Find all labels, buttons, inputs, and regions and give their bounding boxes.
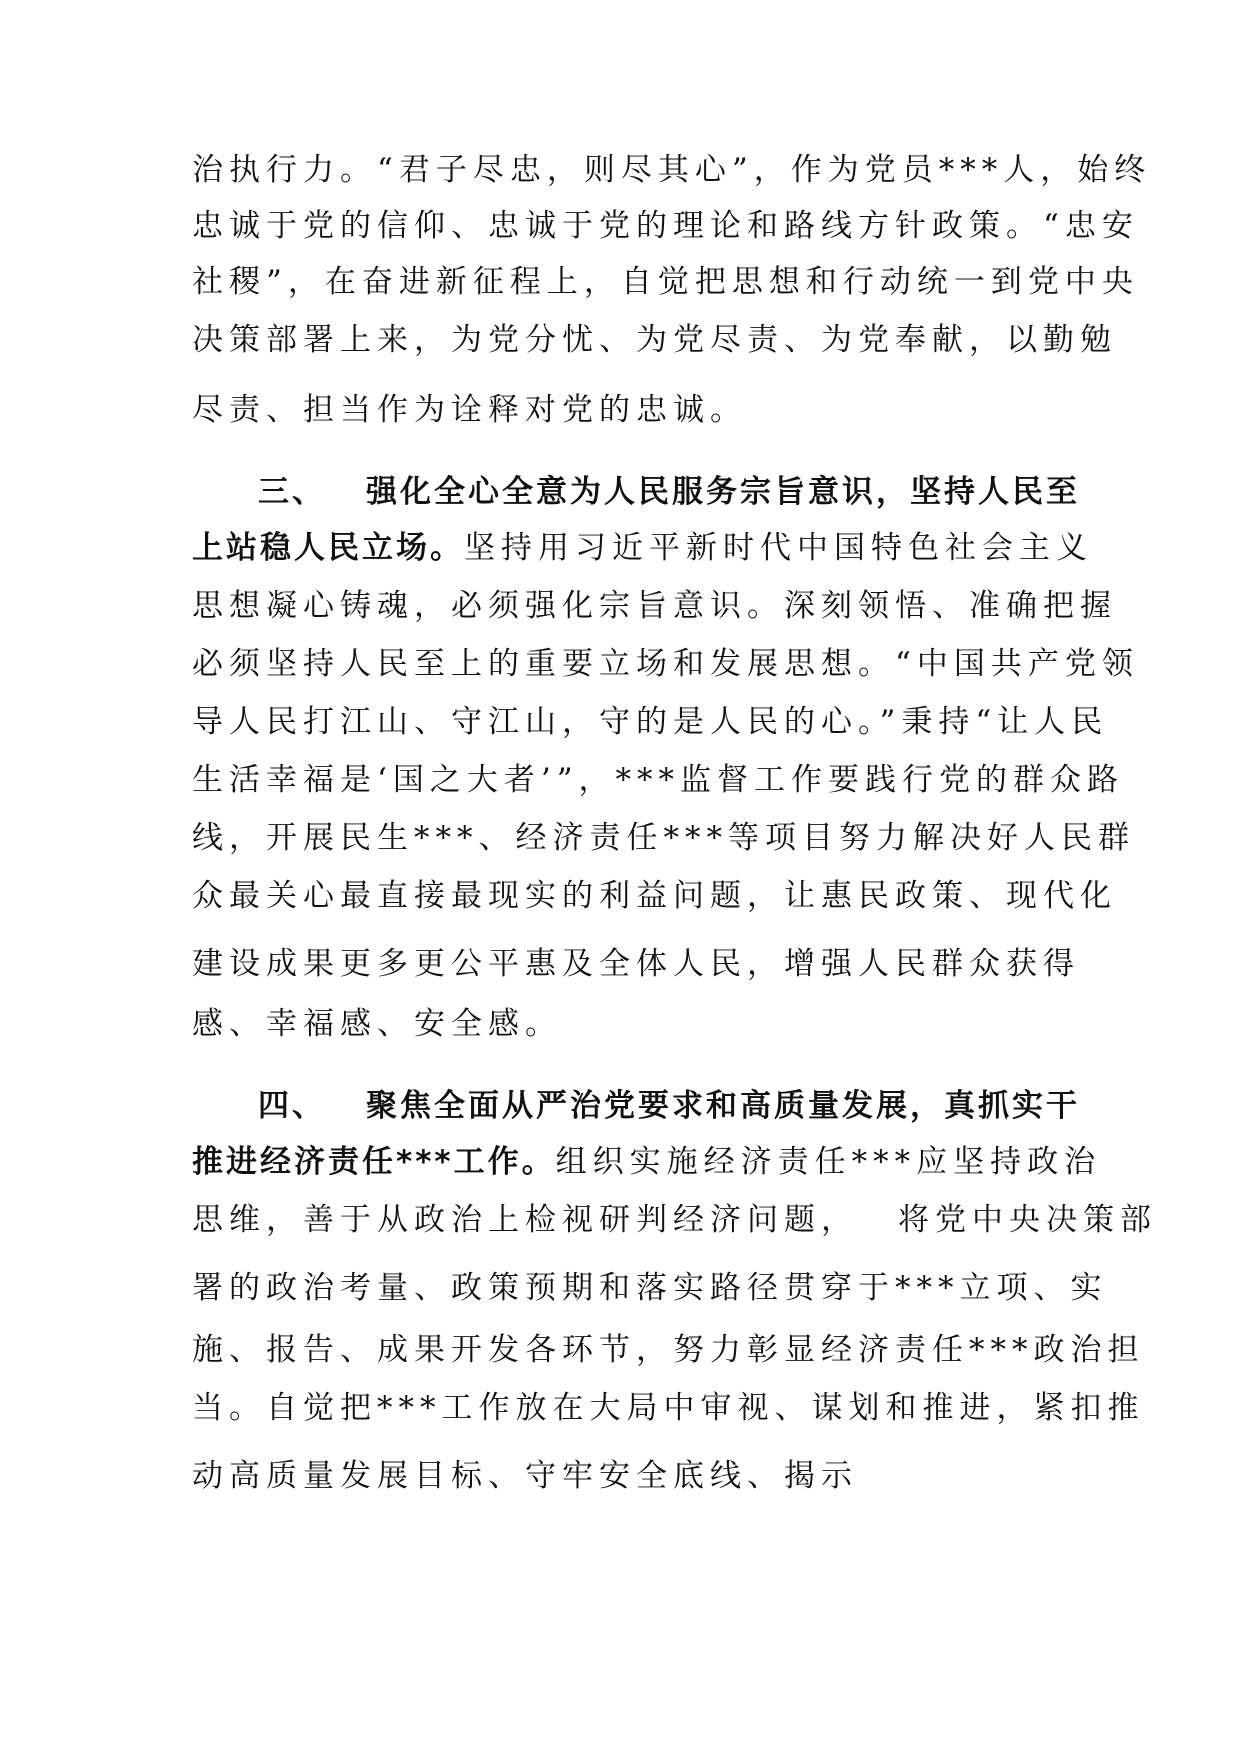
paragraph-line: 当。自觉把***工作放在大局中审视、谋划和推进，紧扣推 (192, 1390, 1145, 1426)
section-4-heading (258, 1086, 1080, 1126)
paragraph-line: 决策部署上来，为党分忧、为党尽责、为党奉献，以勤勉 (192, 322, 1117, 358)
paragraph-line: 众最关心最直接最现实的利益问题，让惠民政策、现代化 (192, 878, 1117, 914)
paragraph-line: 生活幸福是‘国之大者’”，***监督工作要践行党的群众路 (192, 762, 1125, 798)
paragraph-line: 施、报告、成果开发各环节，努力彰显经济责任***政治担 (192, 1332, 1145, 1368)
section-4-line (192, 1142, 1101, 1182)
paragraph-line: 署的政治考量、政策预期和落实路径贯穿于***立项、实 (192, 1270, 1108, 1306)
section-4-heading-line2: 推进经济责任***工作。 (192, 1144, 556, 1180)
paragraph-line: 动高质量发展目标、守牢安全底线、揭示 (192, 1458, 858, 1494)
section-4-line3-b: 将党中央决策部 (898, 1202, 1157, 1238)
section-4-line (192, 1200, 1157, 1240)
section-3-heading-line1: 强化全心全意为人民服务宗旨意识，坚持人民至 (366, 474, 1080, 510)
section-4-line3-a: 思维，善于从政治上检视研判经济问题， (192, 1202, 858, 1238)
paragraph-line: 线，开展民生***、经济责任***等项目努力解决好人民群 (192, 820, 1135, 856)
paragraph-line: 思想凝心铸魂，必须强化宗旨意识。深刻领悟、准确把握 (192, 588, 1117, 624)
section-3-line (192, 528, 1093, 568)
paragraph-line: 导人民打江山、守江山，守的是人民的心。”秉持“让人民 (192, 704, 1109, 740)
paragraph-line: 尽责、担当作为诠释对党的忠诚。 (192, 392, 747, 428)
paragraph-line: 社稷”，在奋进新征程上，自觉把思想和行动统一到党中央 (192, 264, 1139, 300)
paragraph-line: 建设成果更多更公平惠及全体人民，增强人民群众获得 (192, 946, 1080, 982)
paragraph-line: 治执行力。“君子尽忠，则尽其心”，作为党员***人，始终 (192, 152, 1152, 188)
section-3-heading-line2: 上站稳人民立场。 (192, 530, 464, 566)
section-3-number: 三、 (258, 474, 326, 510)
section-4-heading-line1: 聚焦全面从严治党要求和高质量发展，真抓实干 (366, 1088, 1080, 1124)
paragraph-line: 必须坚持人民至上的重要立场和发展思想。“中国共产党领 (192, 646, 1139, 682)
paragraph-line: 忠诚于党的信仰、忠诚于党的理论和路线方针政策。“忠安 (192, 208, 1139, 244)
section-4-number: 四、 (258, 1088, 326, 1124)
section-3-heading (258, 472, 1080, 512)
paragraph-line: 感、幸福感、安全感。 (192, 1006, 562, 1042)
section-3-line-rest: 坚持用习近平新时代中国特色社会主义 (464, 530, 1093, 566)
section-4-line-rest: 组织实施经济责任***应坚持政治 (555, 1144, 1102, 1180)
